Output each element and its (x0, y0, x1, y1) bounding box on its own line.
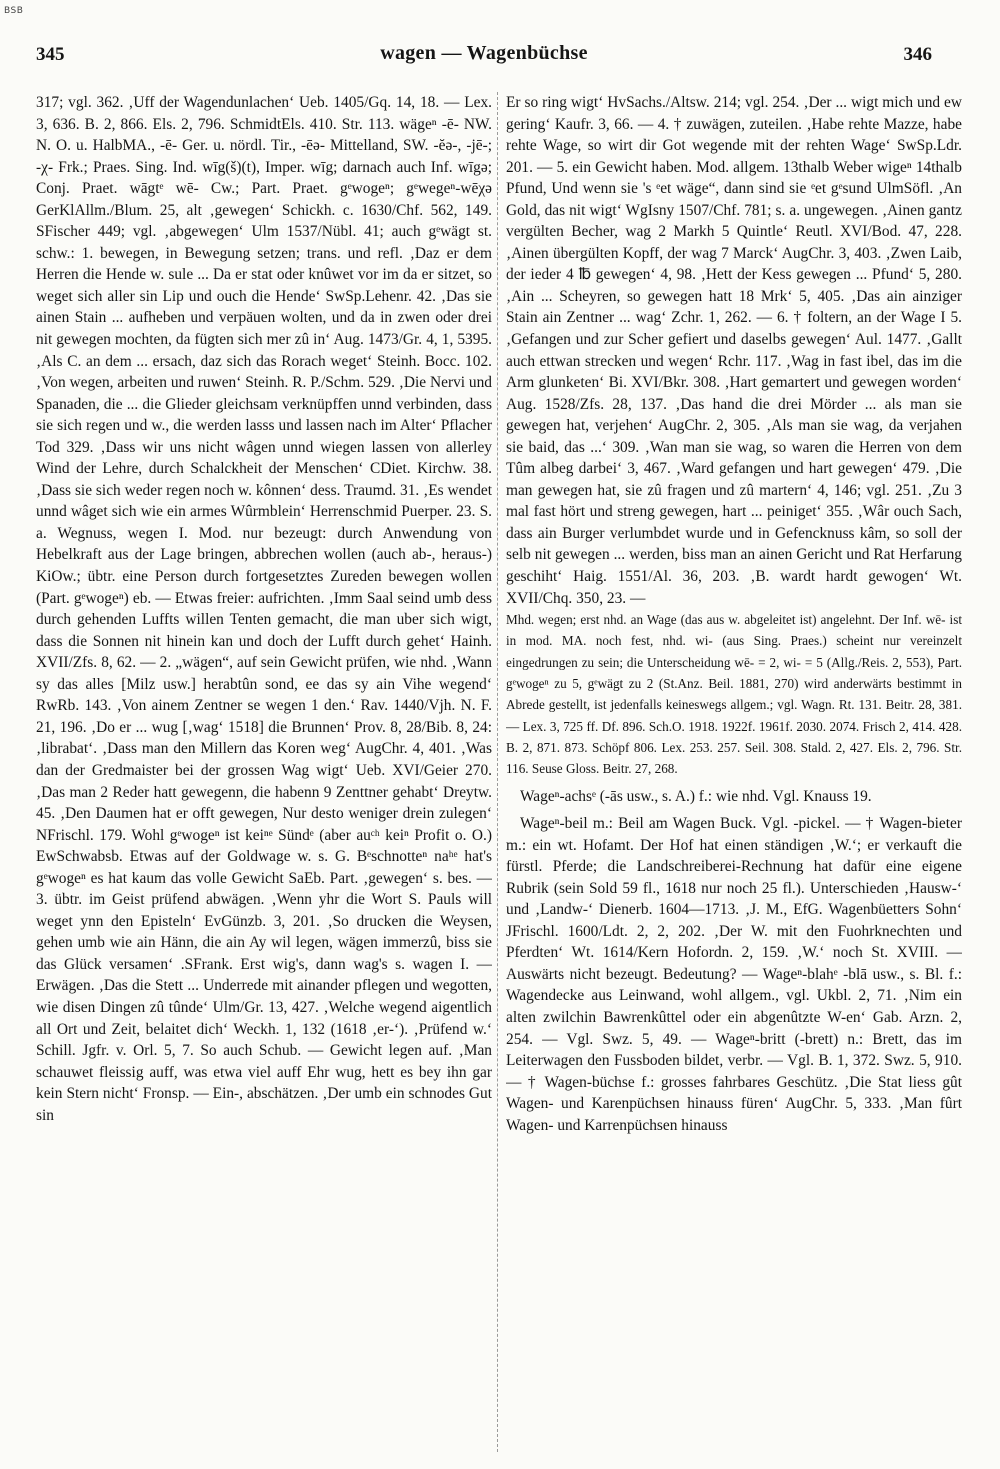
page-number-left: 345 (36, 44, 65, 65)
page-header (36, 40, 932, 74)
running-head: wagen — Wagenbüchse (380, 42, 588, 64)
etymology-note: Mhd. wegen; erst nhd. an Wage (das aus w. abgeleitet ist) angelehnt. Der Inf. wē- ist in mod. MA. noch fest, nhd. wi- (aus Sing. Praes.) scheint nur vereinzelt eingedrungen zu sein; die Unterscheidung wē- = 2, wi- = 5 (Allg./Reis. 2, 553), Part. gᵉwogeⁿ zu 5, gᵉwägt zu 2 (St.Anz. Beil. 1881, 270) wird anderwärts bestimmt in Abrede gestellt, ist jedenfalls keineswegs allgem.; vgl. Wagn. Rt. 131. Beitr. 28, 381. — Lex. 3, 725 ff. Df. 896. Sch.O. 1918. 1922f. 1961f. 2030. 2074. Frisch 2, 414. 428. B. 2, 871. 873. Schöpf 806. Lex. 253. 257. Seil. 308. Stald. 2, 427. Els. 2, 796. Str. 116. Seuse Gloss. Beitr. 27, 268. (506, 612, 962, 777)
right-column (506, 92, 962, 1452)
library-stamp: BSB (4, 6, 24, 16)
right-column-text-1: Er so ring wigt‘ HvSachs./Altsw. 214; vgl. 254. ‚Der ... wigt mich und ew gering‘ Kaufr. 3, 66. — 4. † zuwägen, zuteilen. ‚Habe rehte Mazze, habe rehte Wage, so wirt dir Got wegende mit der rehten Wage‘ SwSp.Ldr. 201. — 5. ein Gewicht haben. Mod. allgem. 13thalb Weber wigeⁿ 14thalb Pfund, Und wenn sie 's ᵉet wäge“, dann sind sie ᵉet gᵉsund UlmSöfl. ‚An Gold, das nit wigt‘ WgIsny 1507/Chf. 781; s. a. ungewegen. ‚Ainen gantz vergülten Becher, wag 2 Markh 5 Quintle‘ Reutl. XVI/Bod. 47, 228. ‚Ainen übergülten Kopff, der wag 7 Marck‘ AugChr. 3, 403. ‚Zwen Laib, der ieder 4 ℔ gewegen‘ 4, 98. ‚Hett der Kess gewegen ... Pfund‘ 5, 280. ‚Ain ... Scheyren, so gewegen hatt 18 Mrk‘ 5, 405. ‚Das ain ainziger Stain ain Zentner ... wag‘ Zchr. 1, 262. — 6. † foltern, an der Wage I 5. ‚Gefangen und zur Scher gefiert und daselbs gewegen‘ Aul. 1477. ‚Gallt auch ettwan strecken und wegen‘ Rchr. 117. ‚Wag in fast ibel, das im die Arm glunketen‘ Bi. XVI/Bkr. 308. ‚Hart gemartert und gewegen worden‘ Aug. 1528/Zfs. 28, 137. ‚Das hand die drei Mörder ... als man sie gewegen hat, verjehen‘ AugChr. 2, 305. ‚Als man sie wag, da verjahen sie baid, das ...‘ 309. ‚Wan man sie wag, so waren die Herren von dem Tûm albeg darbei‘ 3, 467. ‚Ward gefangen und hart gewegen‘ 479. ‚Die man gewegen hat, sie zû fragen und zû martern‘ 4, 146; vgl. 251. ‚Zu 3 mal fast hört und streng gewegen, hart ... peiniget‘ 355. ‚Wâr ouch Sach, dass ain Burger verlumbdet wurde und in Gefencknuss kâm, so soll der selb nit gewegen ... werden, biss man an ainen Gericht und Rat Herfarung geschiht‘ Haig. 1551/Al. 36, 203. ‚B. wardt hardt gewogen‘ Wt. XVII/Chq. 350, 23. — (506, 94, 962, 607)
entry-wagenbeil: Wageⁿ-beil m.: Beil am Wagen Buck. Vgl. -pickel. — † Wagen-bieter m.: ein wt. Hofamt. Der Hof hat einen ständigen ‚W.‘; er verkauft die fürstl. Pferde; die Landschreiberei-Rechnung hat dafür eine eigene Rubrik (sein Sold 59 fl., 1618 nur noch 25 fl.). Unterschieden ‚Hausw-‘ und ‚Landw-‘ Dienerb. 1604—1713. ‚J. M., EfG. Wagenbüetters Sohn‘ JFrischl. 1600/Ldt. 2, 2, 202. ‚Der W. mit den Fuohrknechten und Pferdten‘ Wt. 1614/Kern Hofordn. 2, 159. ‚W.‘ noch St. XVIII. — Auswärts nicht bezeugt. Bedeutung? — Wageⁿ-blahᵉ -blā usw., s. Bl. f.: Wagendecke aus Leinwand, wohl allgem., vgl. Ukbl. 2, 71. ‚Nim ein alten zwilchin Bawrenkûttel oder ein abgenûtzte W-en‘ Gab. Arzn. 2, 254. — Vgl. Swz. 5, 49. — Wageⁿ-britt (-brett) n.: Brett, das im Leiterwagen den Fussboden bildet, verbr. — Vgl. B. 1, 372. Swz. 5, 910. — † Wagen-büchse f.: grosses fahrbares Geschütz. ‚Die Stat liess gût Wagen- und Karenpüchsen hinauss füren‘ AugChr. 5, 333. ‚Man fûrt Wagen- und Karrenpüchsen hinauss (506, 815, 962, 1134)
page-number-right: 346 (903, 44, 932, 65)
left-column (36, 92, 492, 1452)
column-divider (497, 92, 498, 1452)
left-column-text: 317; vgl. 362. ‚Uff der Wagendunlachen‘ Ueb. 1405/Gq. 14, 18. — Lex. 3, 636. B. 2, 866. Els. 2, 796. SchmidtEls. 410. Str. 113. wägeⁿ -ē- NW. N. O. u. HalbMA., -ē- Ger. u. nördl. Tir., -ēə- Mittelland, SW. -ĕə-, -jē-; -χ- Frk.; Praes. Sing. Ind. wīg(š)(t), Imper. wīg; darnach auch Inf. wīgə; Conj. Praet. wāgtᵉ wē- Cw.; Part. Praet. gᵉwogeⁿ; gᵉwegeⁿ-wēχə GerKlAllm./Blum. 25, alt ‚gewegen‘ Schickh. c. 1630/Chf. 562, 149. SFischer 449; vgl. ‚abgewegen‘ Ulm 1537/Nübl. 41; auch gᵉwägt st. schw.: 1. bewegen, in Bewegung setzen; trans. und refl. ‚Daz er dem Herren die Hende w. sule ... Da er stat oder knûwet vor im da er sitzet, so weget sich aller sin Lip und ouch die Hende‘ SwSp.Lehenr. 42. ‚Das sie ainen Stain ... aufheben und verpäuen wolten, und da in zwen oder drei nit gewegen mochten, da fügten sich mer zû in‘ Aug. 1473/Gr. 4, 1, 5395. ‚Als C. an dem ... ersach, daz sich das Rorach weget‘ Steinh. Bocc. 102. ‚Von wegen, arbeiten und ruwen‘ Steinh. R. P./Schm. 529. ‚Die Nervi und Spanaden, die ... die Glieder gleichsam verknüpffen unnd verbinden, dass sie sich regen und w., die werden lasss und lassen nach im Alter‘ Pflacher Tod 329. ‚Dass wir uns nicht wâgen unnd wiegen lassen von allerley Wind der Lehre, durch Schalckheit der Menschen‘ CDiet. Kirchw. 38. ‚Dass sie sich weder regen noch w. kônnen‘ dess. Traumd. 31. ‚Es wendet unnd wâget sich wie ein armes Wûrmblein‘ Herrenschmid Puerper. 23. S. a. Wegnuss, wegen I. Mod. nur bezeugt: durch Anwendung von Hebelkraft aus der Lage bringen, abbrechen wollen (auch ab-, heraus-) KiOw.; übtr. eine Person durch fortgesetztes Zureden bewegen wollen (Part. gᵉwogeⁿ) eb. — Etwas freier: aufrichten. ‚Imm Saal seind umb dess durch gehenden Luffts willen Tenten gemacht, die man uber sich wigt, dass die Sonnen nit hinein kan und doch der Lufft durch gehet‘ Hainh. XVII/Zfs. 8, 62. — 2. „wägen“, auf sein Gewicht prüfen, wie nhd. ‚Wann sy das alles [Milz usw.] herabtûn sond, ee das sy ain Vihe wegend‘ RwRb. 143. ‚Von ainem Zentner se wegen 1 den.‘ Rav. 1440/Vjh. N. F. 21, 196. ‚Do er ... wug [‚wag‘ 1518] die Brunnen‘ Prov. 8, 28/Bib. 8, 24: ‚librabat‘. ‚Dass man den Millern das Koren weg‘ AugChr. 4, 401. ‚Was dan der Gredmaister bei der grossen Wag wigt‘ Ueb. XVI/Geier 270. ‚Das man 2 Reder hatt gewegenn, die habenn 9 Zenttner gehabt‘ Dreytw. 45. ‚Den Daumen hat er offt gewegen, Nur desto weniger drein zulegen‘ NFrischl. 179. Wohl gᵉwogeⁿ ist keiⁿᵉ Sündᵉ (aber auᶜʰ keiⁿ Profit o. O.) EwSchwabsb. Etwas auf der Goldwage w. s. G. Bᵉschnotteⁿ naʰᵉ hat's gᵉwogeⁿ es hat kaum das volle Gewicht SaEb. Part. ‚gewegen‘ s. bes. — 3. übtr. im Geist prüfend abwägen. ‚Wenn yhr die Wort S. Pauls will weget ynn den Episteln‘ EvGünzb. 3, 201. ‚So drucken die Weysen, gehen umb wie ain Hänn, die ain Ay wil legen, wägen immerzû, biss sie das Glück versamen‘ .SFrank. Erst wig's, dann wag's s. wagen I. — Erwägen. ‚Das die Stett ... Underrede mit ainander pflegen und wegotten, wie disen Dingen zû tûnde‘ Ulm/Gr. 13, 427. ‚Welche wegend aigentlich all Ort und Zeit, belaitet dich‘ Weckh. 1, 132 (1618 ‚er-‘). ‚Prüfend w.‘ Schill. Jgfr. v. Orl. 5, 7. So auch Schub. — Gewicht legen auf. ‚Man schauwet fleissig auff, was etwa viel auff Ehr wug, hett es bey ihn gar kein Stern nicht‘ Fronsp. — Ein-, abschätzen. ‚Der umb ein schnodes Gut sin (36, 94, 492, 1124)
entry-wagenachse: Wageⁿ-achsᵉ (-ās usw., s. A.) f.: wie nhd. Vgl. Knauss 19. (520, 787, 872, 805)
